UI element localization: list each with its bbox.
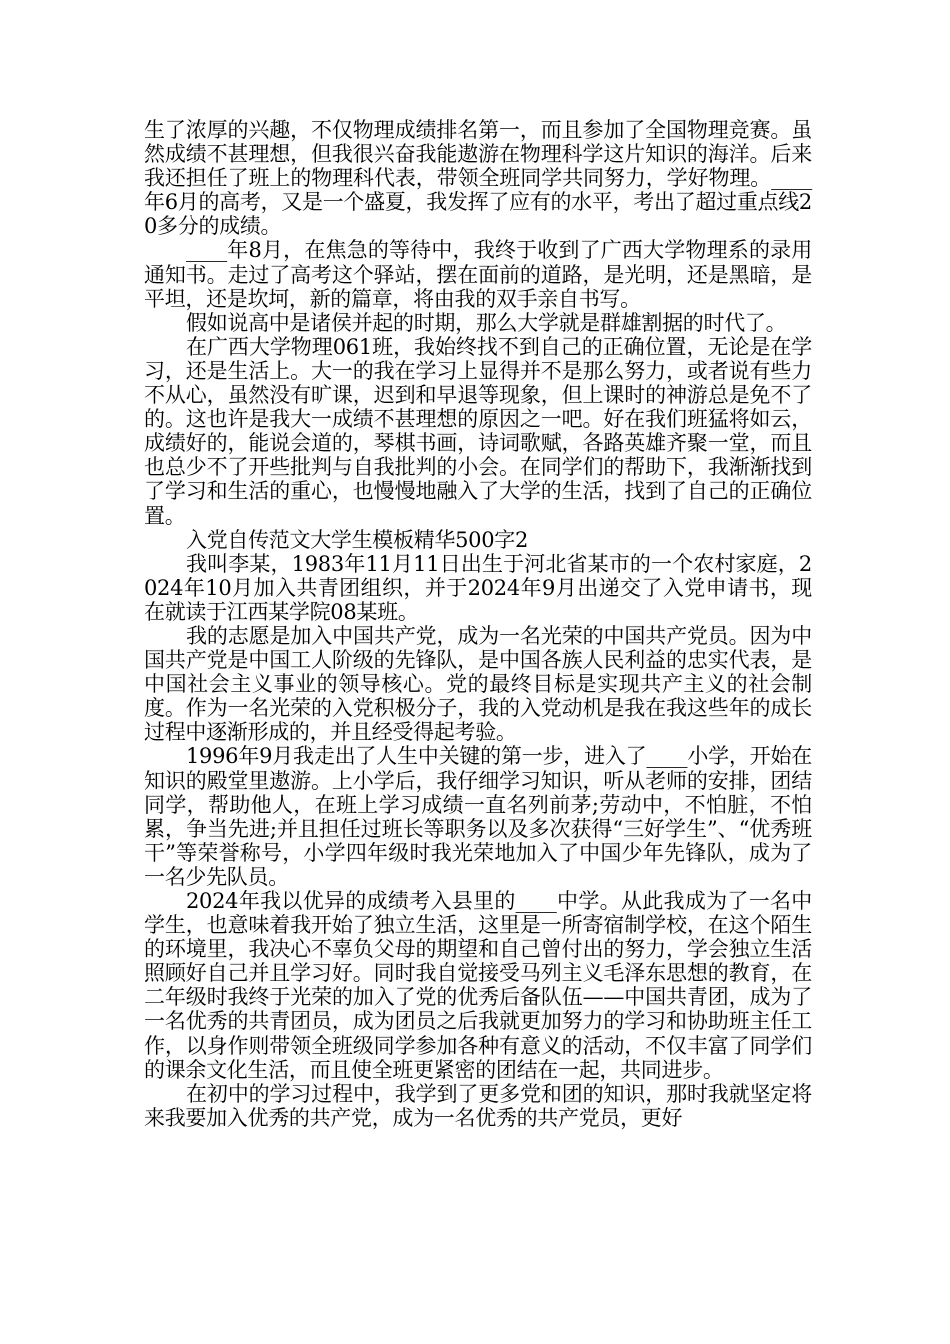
paragraph-middle-school: 2024年我以优异的成绩考入县里的____中学。从此我成为了一名中学生，也意味着我开始了独立生活，这里是一所寄宿制学校，在这个陌生的环境里，我决心不辜负父母的期望和自己曾付出的努力，学会独立生活照顾好自己并且学习好。同时我自觉接受马列主义毛泽东思想的教育，在二年级时我终于光荣的加入了党的优秀后备队伍——中国共青团，成为了一名优秀的共青团员，成为团员之后我就更加努力的学习和协助班主任工作，以身作则带领全班级同学参加各种有意义的活动，不仅丰富了同学们的课余文化生活，而且使全班更紧密的团结在一起，共同进步。 (144, 889, 812, 1082)
paragraph-junior-high-study: 在初中的学习过程中，我学到了更多党和团的知识，那时我就坚定将来我要加入优秀的共产党，成为一名优秀的共产党员，更好 (144, 1081, 812, 1130)
paragraph-self-introduction: 我叫李某，1983年11月11日出生于河北省某市的一个农村家庭，2024年10月加入共青团组织，并于2024年9月出递交了入党申请书，现在就读于江西某学院08某班。 (144, 551, 812, 624)
section-heading: 入党自传范文大学生模板精华500字2 (186, 527, 529, 552)
paragraph-university-era: 假如说高中是诸侯并起的时期，那么大学就是群雄割据的时代了。 (186, 310, 787, 335)
paragraph-guangxi-university: 在广西大学物理061班，我始终找不到自己的正确位置，无论是在学习，还是生活上。大一的我在学习上显得并不是那么努力，或者说有些力不从心，虽然没有旷课，迟到和早退等现象，但上课时的神游总是免不了的。这也许是我大一成绩不甚理想的原因之一吧。好在我们班猛将如云，成绩好的，能说会道的，琴棋书画，诗词歌赋，各路英雄齐聚一堂，而且也总少不了开些批判与自我批判的小会。在同学们的帮助下，我渐渐找到了学习和生活的重心，也慢慢地融入了大学的生活，找到了自己的正确位置。 (144, 334, 812, 528)
paragraph-primary-school: 1996年9月我走出了人生中关键的第一步，进入了____小学，开始在知识的殿堂里遨游。上小学后，我仔细学习知识，听从老师的安排，团结同学，帮助他人，在班上学习成绩一直名列前茅;劳动中，不怕脏，不怕累，争当先进;并且担任过班长等职务以及多次获得“三好学生”、“优秀班干”等荣誉称号，小学四年级时我光荣地加入了中国少年先锋队，成为了一名少先队员。 (144, 744, 812, 889)
paragraph-aspiration: 我的志愿是加入中国共产党，成为一名光荣的中国共产党员。因为中国共产党是中国工人阶级的先锋队，是中国各族人民利益的忠实代表，是中国社会主义事业的领导核心。党的最终目标是实现共产主义的社会制度。作为一名光荣的入党积极分子，我的入党动机是我在我这些年的成长过程中逐渐形成的，并且经受得起考验。 (144, 623, 812, 745)
paragraph-admission-letter: ____年8月，在焦急的等待中，我终于收到了广西大学物理系的录用通知书。走过了高考这个驿站，摆在面前的道路，是光明，还是黑暗，是平坦，还是坎坷，新的篇章，将由我的双手亲自书写。 (144, 238, 812, 311)
document-page (144, 118, 812, 1130)
paragraph-physics-interest: 生了浓厚的兴趣，不仅物理成绩排名第一，而且参加了全国物理竞赛。虽然成绩不甚理想，但我很兴奋我能遨游在物理科学这片知识的海洋。后来我还担任了班上的物理科代表，带领全班同学共同努力，学好物理。____年6月的高考，又是一个盛夏，我发挥了应有的水平，考出了超过重点线20多分的成绩。 (144, 118, 812, 239)
